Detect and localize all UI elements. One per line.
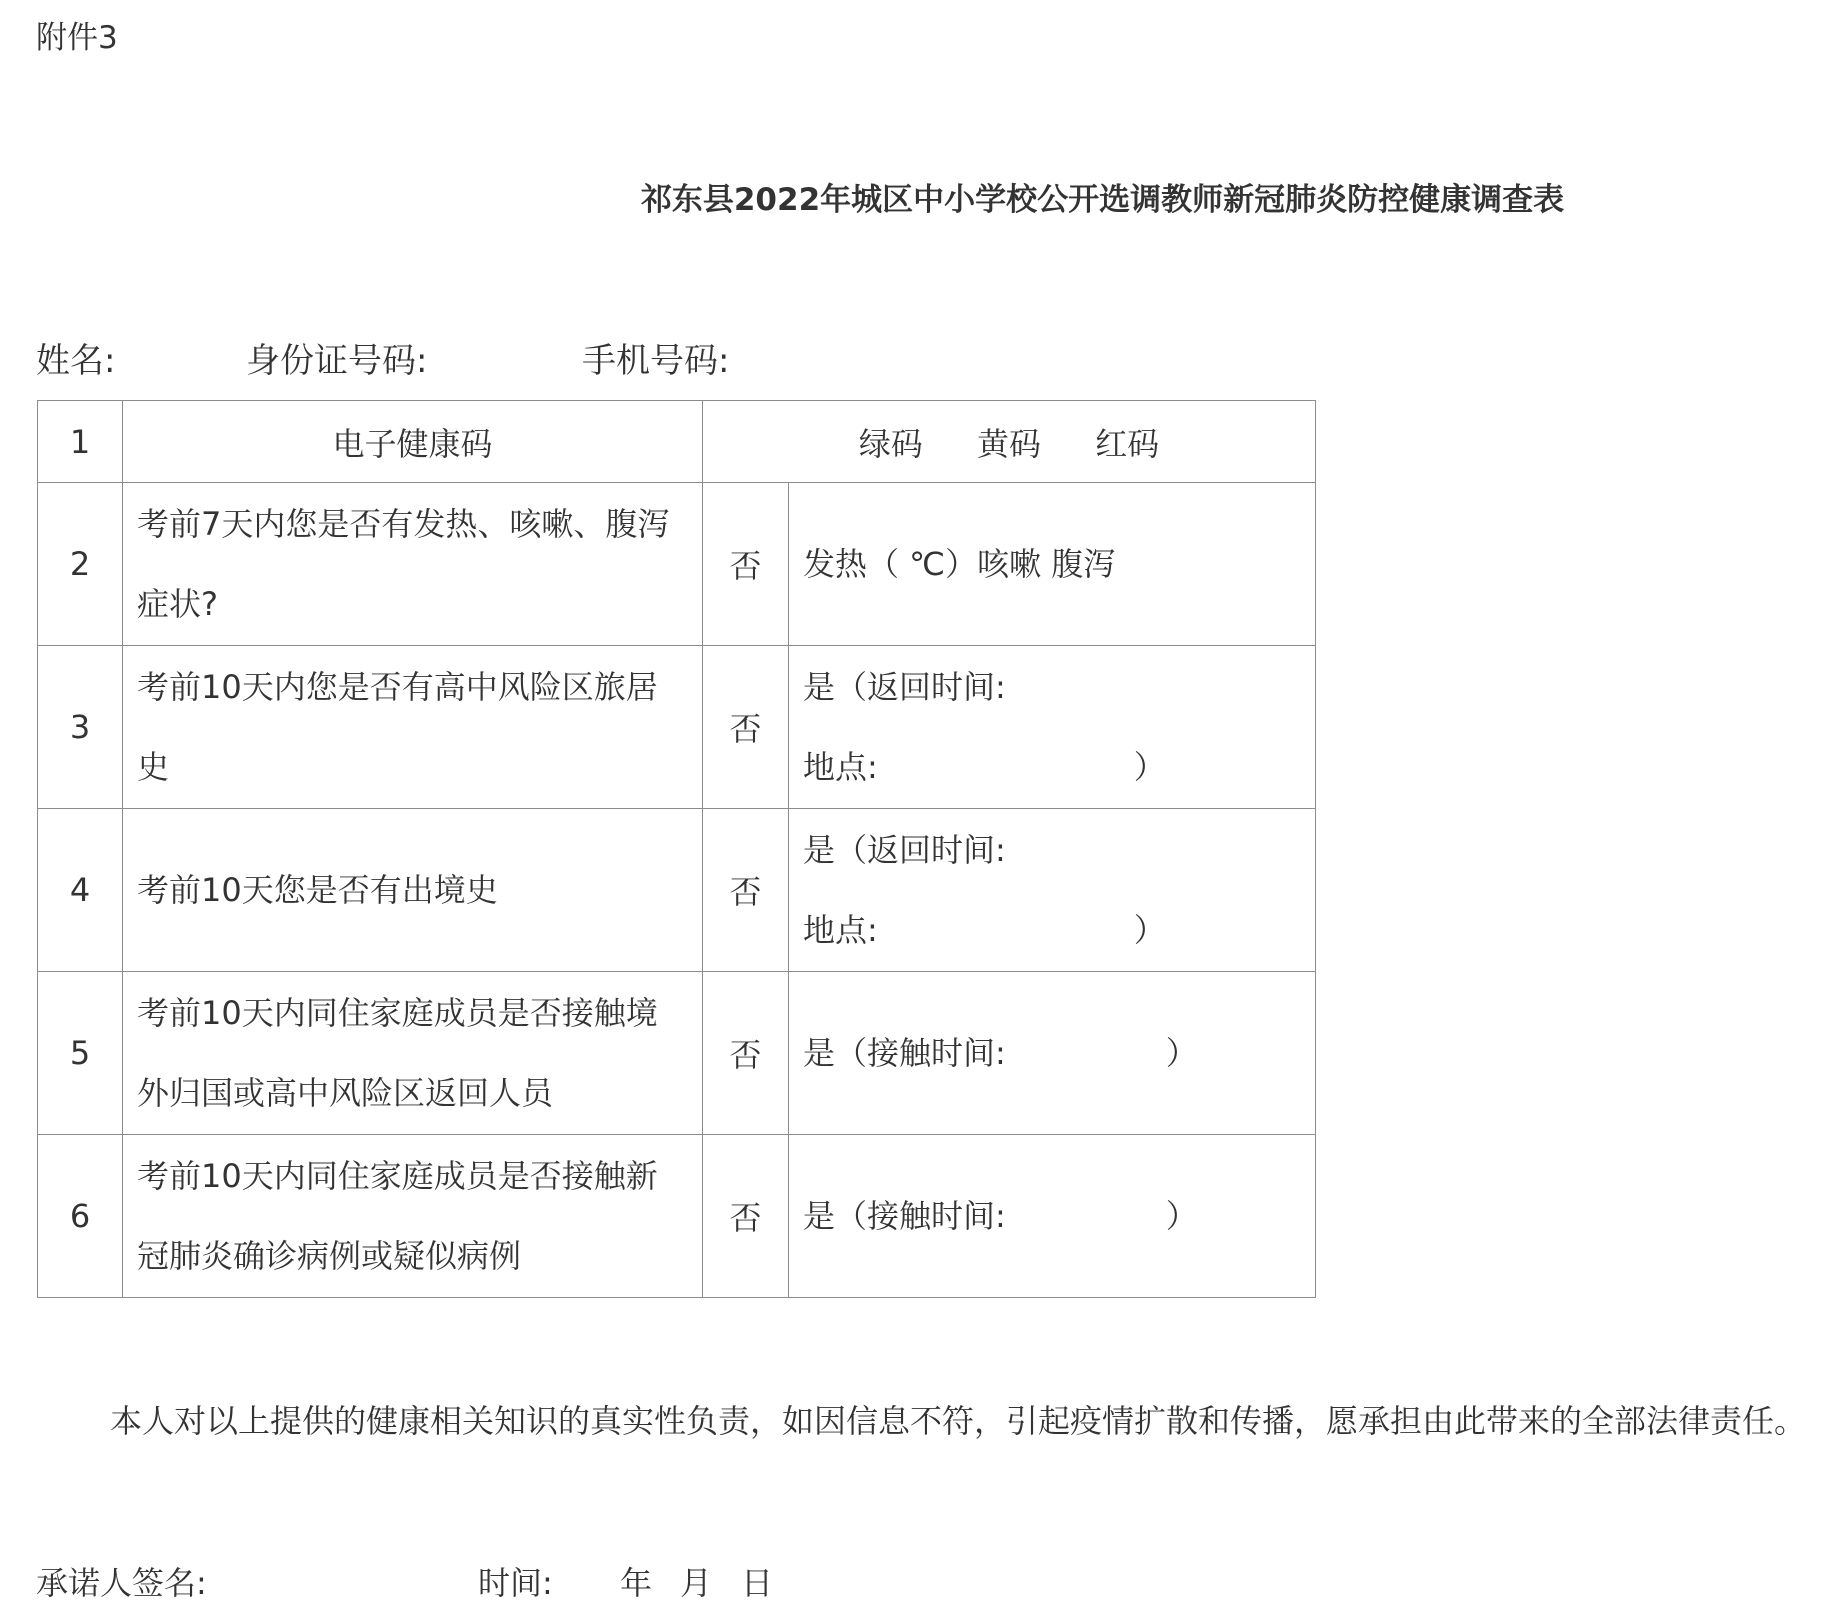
- answer-line: 地点: ）: [803, 748, 1166, 786]
- day-label: 日: [741, 1564, 774, 1602]
- no-answer-option[interactable]: 否: [703, 972, 789, 1135]
- name-field-label: 姓名:: [36, 341, 116, 381]
- yes-answer-detail[interactable]: [789, 809, 1316, 972]
- row-number: 2: [38, 483, 123, 646]
- answer-line: 发热（ ℃）咳嗽 腹泻: [803, 545, 1116, 583]
- attachment-label: 附件3: [36, 20, 118, 56]
- question-text: 考前7天内您是否有发热、咳嗽、腹泻症状?: [123, 483, 703, 646]
- health-survey-table: [37, 400, 1316, 1298]
- row-number: 4: [38, 809, 123, 972]
- yellow-code-option[interactable]: 黄码: [977, 424, 1042, 463]
- answer-line: 是（接触时间: ）: [803, 1197, 1198, 1235]
- row-number: 1: [38, 401, 123, 483]
- phone-field-label: 手机号码:: [582, 341, 730, 381]
- question-text: 考前10天内同住家庭成员是否接触境外归国或高中风险区返回人员: [123, 972, 703, 1135]
- pledge-statement: 本人对以上提供的健康相关知识的真实性负责，如因信息不符，引起疫情扩散和传播，愿承担由此带来的全部法律责任。: [110, 1402, 1807, 1440]
- year-label: 年: [620, 1564, 653, 1602]
- row-number: 3: [38, 646, 123, 809]
- row-number: 6: [38, 1135, 123, 1298]
- time-label: 时间:: [478, 1564, 553, 1602]
- answer-line: 地点: ）: [803, 911, 1166, 949]
- health-code-label: 电子健康码: [123, 401, 703, 483]
- question-text: 考前10天内同住家庭成员是否接触新冠肺炎确诊病例或疑似病例: [123, 1135, 703, 1298]
- green-code-option[interactable]: 绿码: [858, 424, 923, 463]
- yes-answer-detail[interactable]: [789, 646, 1316, 809]
- answer-line: 是（接触时间: ）: [803, 1034, 1198, 1072]
- month-label: 月: [680, 1564, 713, 1602]
- page-title: 祁东县2022年城区中小学校公开选调教师新冠肺炎防控健康调查表: [640, 182, 1565, 218]
- no-answer-option[interactable]: 否: [703, 646, 789, 809]
- health-code-options: [703, 401, 1316, 483]
- question-text: 考前10天您是否有出境史: [123, 809, 703, 972]
- table-row: [38, 809, 1316, 972]
- question-text: 考前10天内您是否有高中风险区旅居史: [123, 646, 703, 809]
- yes-answer-detail[interactable]: [789, 972, 1316, 1135]
- answer-line: 是（返回时间:: [803, 668, 1006, 706]
- table-row: [38, 972, 1316, 1135]
- table-row: [38, 401, 1316, 483]
- no-answer-option[interactable]: 否: [703, 1135, 789, 1298]
- table-row: [38, 1135, 1316, 1298]
- yes-answer-detail[interactable]: [789, 483, 1316, 646]
- table-row: [38, 483, 1316, 646]
- table-row: [38, 646, 1316, 809]
- signer-label: 承诺人签名:: [36, 1564, 207, 1602]
- yes-answer-detail[interactable]: [789, 1135, 1316, 1298]
- no-answer-option[interactable]: 否: [703, 483, 789, 646]
- answer-line: 是（返回时间:: [803, 831, 1006, 869]
- red-code-option[interactable]: 红码: [1095, 424, 1160, 463]
- row-number: 5: [38, 972, 123, 1135]
- no-answer-option[interactable]: 否: [703, 809, 789, 972]
- id-number-field-label: 身份证号码:: [246, 341, 428, 381]
